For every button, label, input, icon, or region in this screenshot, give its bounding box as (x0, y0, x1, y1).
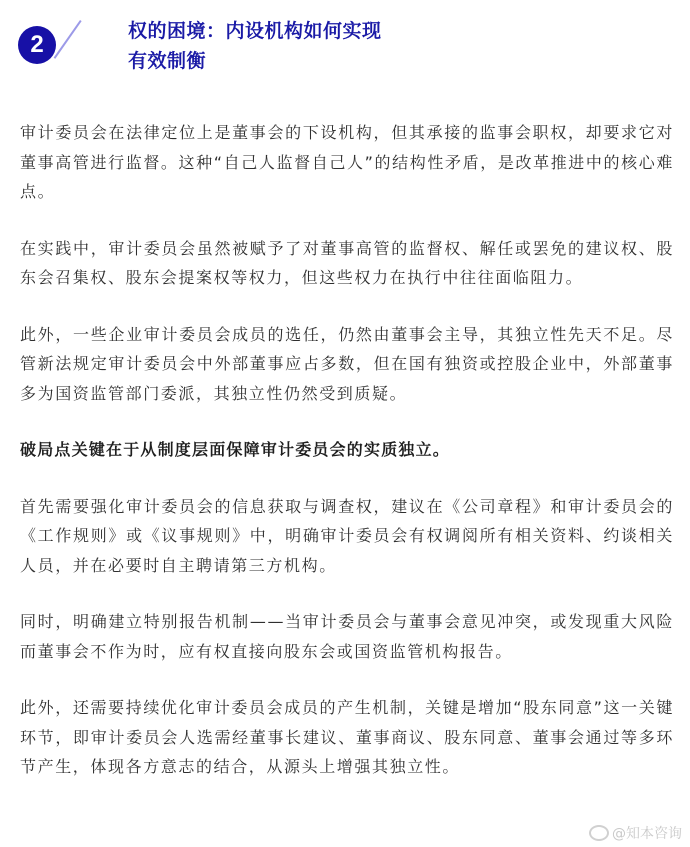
decorative-slash (54, 20, 82, 59)
watermark (589, 823, 682, 843)
section-title-line2: 有效制衡 (128, 50, 207, 72)
paragraph-1: 审计委员会在法律定位上是董事会的下设机构，但其承接的监事会职权，却要求它对董事高管进行监督。这种“自己人监督自己人”的结构性矛盾，是改革推进中的核心难点。 (20, 123, 674, 201)
section-title-line1: 权的困境：内设机构如何实现 (128, 20, 382, 42)
key-point-heading: 破局点关键在于从制度层面保障审计委员会的实质独立。 (20, 440, 451, 459)
section-header (0, 0, 690, 90)
paragraph-7: 此外，还需要持续优化审计委员会成员的产生机制，关键是增加“股东同意”这一关键环节，即审计委员会人选需经董事长建议、董事商议、股东同意、董事会通过等多环节产生，体现各方意志的结合，从源头上增强其独立性。 (20, 698, 674, 776)
watermark-text: @知本咨询 (612, 826, 682, 842)
paragraph-5: 首先需要强化审计委员会的信息获取与调查权，建议在《公司章程》和审计委员会的《工作规则》或《议事规则》中，明确审计委员会有权调阅所有相关资料、约谈相关人员，并在必要时自主聘请第三方机构。 (20, 496, 674, 575)
paragraph-3: 此外，一些企业审计委员会成员的选任，仍然由董事会主导，其独立性先天不足。尽管新法规定审计委员会中外部董事应占多数，但在国有独资或控股企业中，外部董事多为国资监管部门委派，其独立性仍然受到质疑。 (20, 324, 674, 403)
paragraph-6: 同时，明确建立特别报告机制——当审计委员会与董事会意见冲突，或发现重大风险而董事会不作为时，应有权直接向股东会或国资监管机构报告。 (20, 612, 674, 661)
section-number-badge: 2 (18, 26, 56, 64)
article-body (20, 118, 674, 809)
weibo-icon (589, 825, 609, 841)
paragraph-2: 在实践中，审计委员会虽然被赋予了对董事高管的监督权、解任或罢免的建议权、股东会召集权、股东会提案权等权力，但这些权力在执行中往往面临阻力。 (20, 238, 674, 287)
section-title (128, 16, 428, 76)
